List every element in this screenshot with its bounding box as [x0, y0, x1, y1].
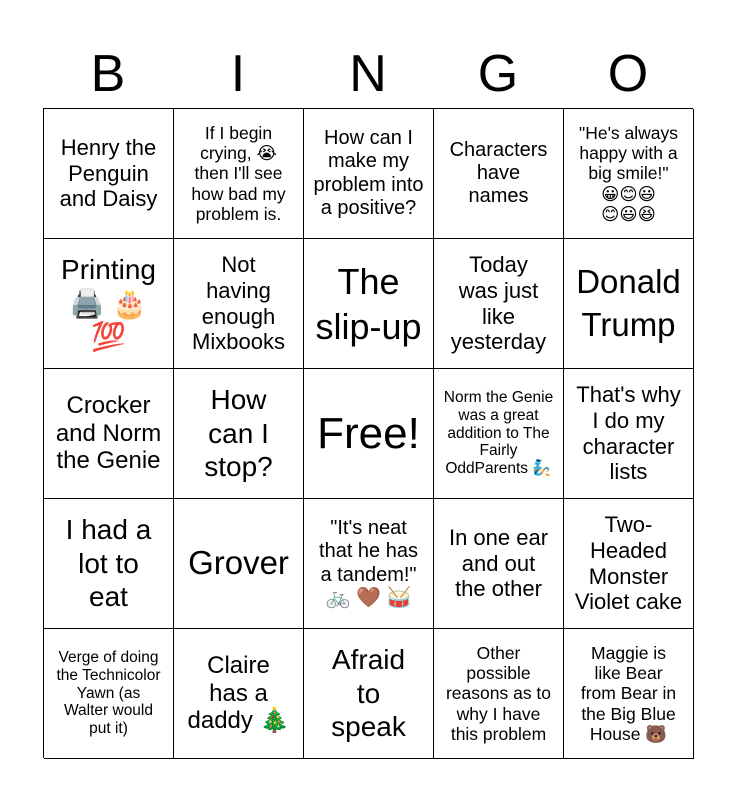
bingo-cell-r4-c3[interactable] [304, 499, 434, 629]
cell-text: Henry the Penguin and Daisy [59, 135, 158, 212]
bingo-cell-r3-c1[interactable] [44, 369, 174, 499]
bingo-cell-r3-c4[interactable] [434, 369, 564, 499]
bingo-cell-r1-c5[interactable] [564, 109, 694, 239]
cell-text: Crocker and Norm the Genie [55, 391, 162, 475]
bingo-cell-r3-c2[interactable] [174, 369, 304, 499]
cell-text: That's why I do my character lists [576, 382, 681, 485]
cell-text: Donald Trump [576, 263, 681, 343]
bingo-cell-r4-c4[interactable] [434, 499, 564, 629]
bingo-cell-r4-c5[interactable] [564, 499, 694, 629]
bingo-cell-r5-c3[interactable] [304, 629, 434, 759]
cell-text: Verge of doing the Technicolor Yawn (as Walter would put it) [56, 648, 161, 738]
cell-text: "It's neat that he has a tandem!" 🚲 🤎 🥁 [319, 517, 418, 609]
cell-text: Norm the Genie was a great addition to The Fairly OddParents 🧞 [443, 388, 554, 478]
bingo-cell-r4-c1[interactable] [44, 499, 174, 629]
bingo-header [43, 40, 693, 108]
cell-text: "He's always happy with a big smile!" 😀😊😃 😊😃😆 [578, 122, 679, 224]
bingo-cell-r4-c2[interactable] [174, 499, 304, 629]
cell-text: How can I make my problem into a positive? [313, 127, 424, 219]
bingo-cell-r2-c5[interactable] [564, 239, 694, 369]
cell-text: Other possible reasons as to why I have this problem [445, 642, 552, 744]
cell-text: If I begin crying, 😭 then I'll see how bad my problem is. [191, 122, 286, 224]
bingo-cell-r5-c1[interactable] [44, 629, 174, 759]
header-letter-n: N [349, 45, 387, 103]
bingo-cell-r2-c2[interactable] [174, 239, 304, 369]
cell-text: In one ear and out the other [448, 525, 549, 602]
bingo-cell-r1-c4[interactable] [434, 109, 564, 239]
bingo-cell-free[interactable] [304, 369, 434, 499]
bingo-cell-r1-c1[interactable] [44, 109, 174, 239]
cell-text: Two- Headed Monster Violet cake [574, 512, 683, 615]
cell-text: Today was just like yesterday [450, 252, 547, 355]
bingo-cell-r3-c5[interactable] [564, 369, 694, 499]
bingo-cell-r5-c5[interactable] [564, 629, 694, 759]
bingo-cell-r1-c3[interactable] [304, 109, 434, 239]
cell-text: Claire has a daddy 🎄 [187, 651, 290, 735]
header-letter-o: O [607, 45, 649, 103]
bingo-cell-r1-c2[interactable] [174, 109, 304, 239]
cell-text: I had a lot to eat [65, 514, 152, 613]
bingo-cell-r2-c1[interactable] [44, 239, 174, 369]
bingo-board [43, 108, 693, 758]
cell-text: Printing 🖨️ 🎂 💯 [61, 254, 156, 353]
header-letter-b: B [90, 45, 126, 103]
cell-text: The slip-up [315, 260, 422, 347]
header-letter-i: I [230, 45, 246, 103]
bingo-cell-r5-c2[interactable] [174, 629, 304, 759]
cell-text: Maggie is like Bear from Bear in the Big Blue House 🐻 [580, 642, 677, 744]
cell-text: Afraid to speak [331, 644, 406, 743]
free-space-label: Free! [317, 408, 420, 458]
bingo-cell-r2-c4[interactable] [434, 239, 564, 369]
bingo-cell-r5-c4[interactable] [434, 629, 564, 759]
cell-text: How can I stop? [204, 384, 273, 483]
cell-text: Characters have names [449, 138, 548, 208]
cell-text: Not having enough Mixbooks [192, 252, 285, 355]
header-letter-g: G [477, 45, 519, 103]
cell-text: Grover [188, 544, 289, 582]
bingo-cell-r2-c3[interactable] [304, 239, 434, 369]
